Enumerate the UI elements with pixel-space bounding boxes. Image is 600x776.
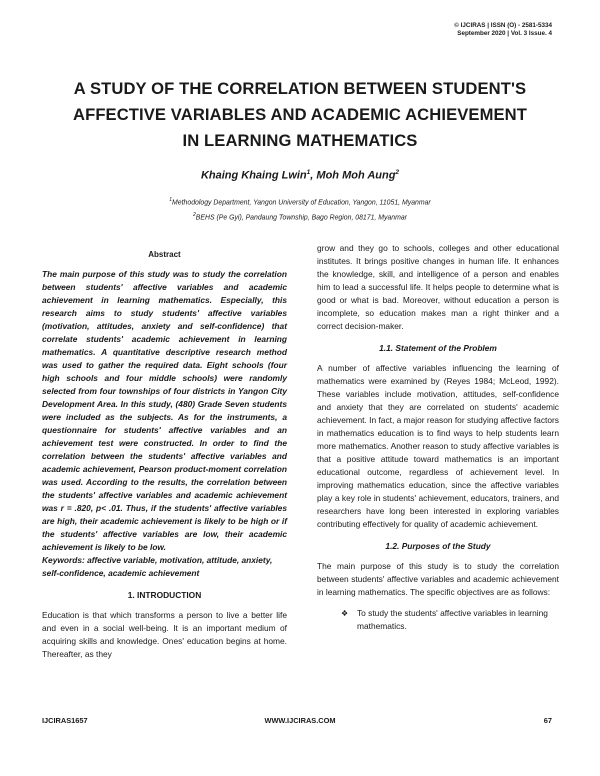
affiliation-1 <box>0 194 600 209</box>
author-1: Khaing Khaing Lwin <box>200 169 307 182</box>
objective-item <box>341 607 559 633</box>
purposes-paragraph: The main purpose of this study is to study the correlation between students' affective variables and academic achievement in learning mathematics. The specific objectives are as follows: <box>317 561 559 597</box>
title-line-1: A STUDY OF THE CORRELATION BETWEEN STUDENT'S <box>73 79 527 98</box>
journal-issue: September 2020 | Vol. 3 Issue. 4 <box>457 30 552 37</box>
journal-header <box>454 22 552 38</box>
title-line-2: AFFECTIVE VARIABLES AND ACADEMIC ACHIEVEMENT <box>73 105 527 124</box>
diamond-bullet-icon: ❖ <box>341 609 349 618</box>
objective-text: To study the students' affective variables in learning mathematics. <box>357 608 548 631</box>
affiliation-2 <box>0 209 600 224</box>
problem-heading: 1.1. Statement of the Problem <box>379 343 497 353</box>
author-2: Moh Moh Aung <box>316 169 396 182</box>
introduction-paragraph-left: Education is that which transforms a person to live a better life and even in a social well-being. It is an important medium of acquiring skills and knowledge. Ones' education begins at home. Thereafter, as they <box>42 610 287 659</box>
introduction-heading: 1. INTRODUCTION <box>127 590 202 600</box>
author-2-sup: 2 <box>395 169 400 176</box>
author-separator: , <box>310 169 317 182</box>
abstract-heading: Abstract <box>148 250 181 259</box>
affiliation-2-text: BEHS (Pe Gyi), Pandaung Township, Bago Region, 08171, Myanmar <box>195 214 407 222</box>
affiliations <box>0 194 600 225</box>
problem-paragraph: A number of affective variables influencing the learning of mathematics were examined by (Reyes 1984; McLeod, 1992). These variables include motivation, attitudes, self-confidence and anxiety that they are correlated on students' academic achievement. In fact, a major reason for studying affective factors in mathematics education is to find ways to help students learn more mathematics. Another reason to study affective variables is that a positive attitude toward mathematics is an important educational outcome, regardless of achievement level. In improving mathematics education, since the affective variables play a key role in students' achievement, educators, trainers, and researchers have long been interested in exploring variables contributing effectively for quality of academic achievement. <box>317 363 559 529</box>
footer-website: WWW.IJCIRAS.COM <box>264 716 336 725</box>
author-list <box>0 169 600 182</box>
author-1-sup: 1 <box>306 169 311 176</box>
affiliation-1-sup: 1 <box>169 197 173 203</box>
keywords: Keywords: affective variable, motivation, attitude, anxiety, self-confidence, academic achievement <box>42 555 273 578</box>
purposes-heading: 1.2. Purposes of the Study <box>385 541 491 551</box>
journal-issn: © IJCIRAS | ISSN (O) - 2581-5334 <box>454 22 552 29</box>
right-column <box>317 242 559 633</box>
introduction-paragraph-right: grow and they go to schools, colleges and other educational institutes. It brings positive changes in human life. It enhances the knowledge, skill, and intelligence of a person and enables him to lead a successful life. It helps people to determine what is good or what is bad. Moreover, without education a person is incomplete, so education makes man a right thinker and a correct decision-maker. <box>317 243 559 331</box>
paper-title <box>30 76 570 154</box>
affiliation-1-text: Methodology Department, Yangon University of Education, Yangon, 11051, Myanmar <box>172 199 431 207</box>
affiliation-2-sup: 2 <box>193 212 196 219</box>
footer-paper-id: IJCIRAS1657 <box>42 716 88 725</box>
title-line-3: IN LEARNING MATHEMATICS <box>182 131 418 150</box>
abstract-body: The main purpose of this study was to study the correlation between students' affective variables and academic achievement in learning mathematics. Especially, this research aims to study students' affective variables (motivation, attitudes, anxiety and self-confidence) that correlate students' academic achievement in learning mathematics. A quantitative descriptive research method was used to gather the required data. Eight schools (four high schools and four middle schools) were randomly selected from four townships of four districts in Yangon City Development Area. In this study, (480) Grade Seven students were included as the subjects. As for the instruments, a questionnaire for students' affective variables and an achievement test were constructed. In order to find the correlation between the students' affective variables and academic achievement, Pearson product-moment correlation was used. According to the results, the correlation between the students' affective variables and academic achievement was r = .820, p< .01. Thus, if the students' affective variables are high, their academic achievement is likely to be high or if the students' affective variables are low, their academic achievement is likely to be low. <box>42 269 287 552</box>
left-column <box>42 248 287 661</box>
footer-page-number: 67 <box>543 716 552 725</box>
